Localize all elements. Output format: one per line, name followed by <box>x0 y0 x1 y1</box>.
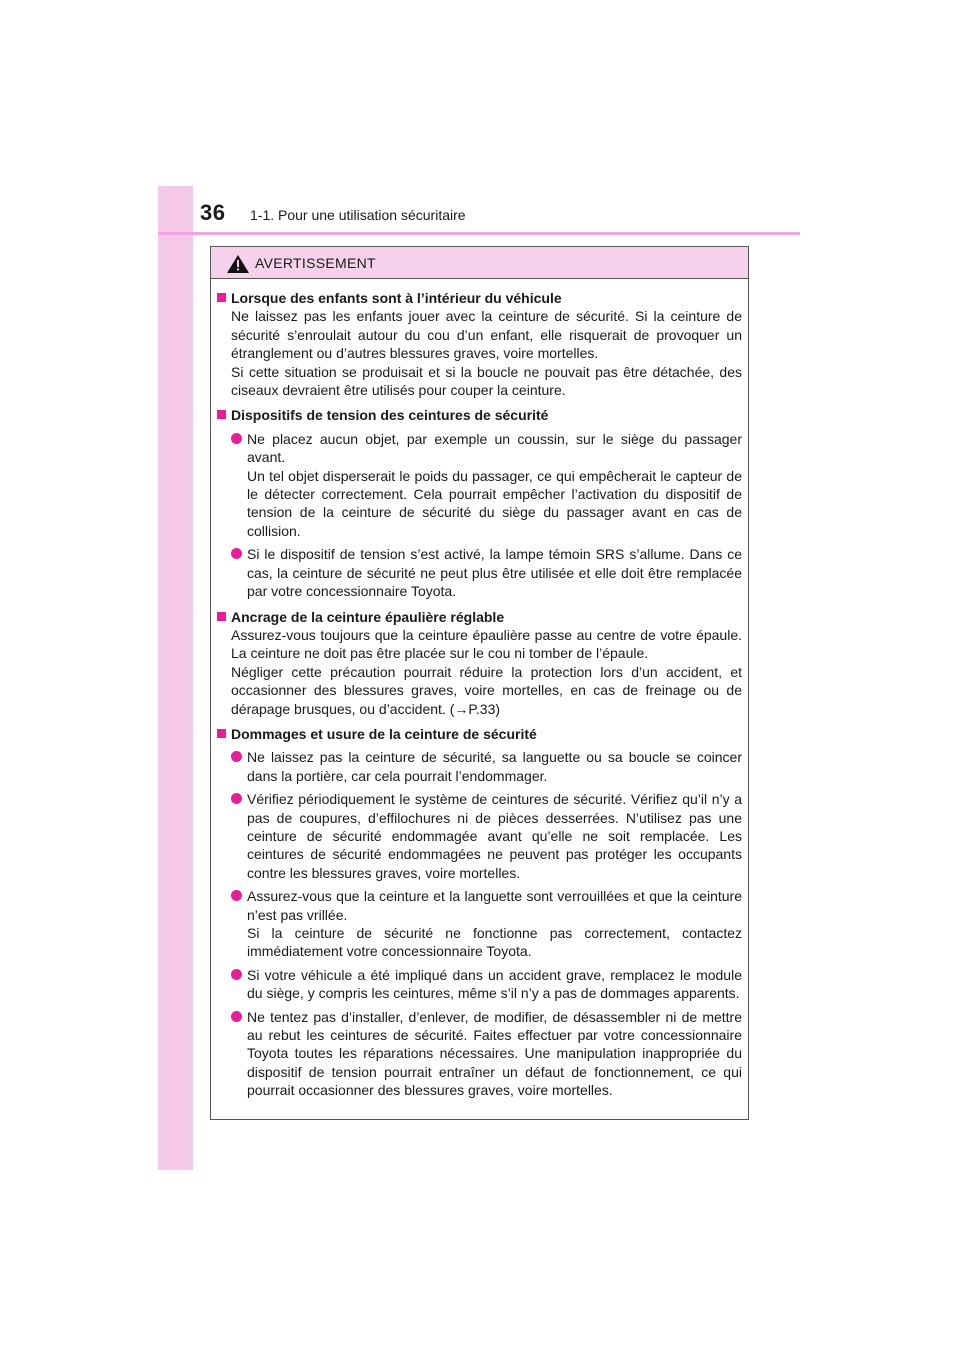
square-bullet-icon <box>217 410 226 419</box>
circle-bullet-icon <box>231 969 242 980</box>
bullet-text: Ne placez aucun objet, par exemple un coussin, sur le siège du passager avant. Un tel objet disperserait le poids du passager, ce qui empêcherait le capteur de le détecter correctement. Cela pourrait empêcher l’activation du dispositif de tension de la ceinture de sécurité du siège du passager avant en cas de collision. <box>247 430 742 539</box>
bullet-text: Vérifiez périodiquement le système de ceintures de sécurité. Vérifiez qu’il n’y a pas de coupures, d’effilochures ni de pièces desserrées. N’utilisez pas une ceinture de sécurité endommagée avant qu’elle ne soit remplacée. Les ceintures de sécurité endommagées ne peuvent pas protéger les occupants contre les blessures graves, voire mortelles. <box>247 791 742 881</box>
square-bullet-icon <box>217 729 226 738</box>
section-paragraph: Ne laissez pas les enfants jouer avec la ceinture de sécurité. Si la ceinture de sécurité s’enroulait autour du cou d’un enfant, elle risquerait de provoquer un étranglement ou d’autres blessures graves, voire mortelles. Si cette situation se produisait et si la boucle ne pouvait pas être détachée, des ciseaux devraient être utilisés pour couper la ceinture. <box>231 308 742 399</box>
warning-section <box>217 406 742 600</box>
circle-bullet-icon <box>231 548 242 559</box>
warning-box <box>210 246 749 1120</box>
circle-bullet-icon <box>231 890 242 901</box>
section-heading-text: Dommages et usure de la ceinture de sécurité <box>231 725 537 742</box>
warning-section <box>217 289 742 399</box>
header-rule <box>158 232 800 235</box>
bullet-item <box>231 545 742 600</box>
bullet-text: Ne laissez pas la ceinture de sécurité, sa languette ou sa boucle se coincer dans la portière, car cela pourrait l’endommager. <box>247 749 742 784</box>
section-heading <box>217 289 742 307</box>
bullet-item <box>231 748 742 785</box>
square-bullet-icon <box>217 612 226 621</box>
section-title: 1-1. Pour une utilisation sécuritaire <box>250 207 466 223</box>
section-heading-text: Lorsque des enfants sont à l’intérieur du véhicule <box>231 290 562 306</box>
bullet-text: Assurez-vous que la ceinture et la languette sont verrouillées et que la ceinture n’est pas vrillée. Si la ceinture de sécurité ne fonctionne pas correctement, contactez immédiatement votre concessionnaire Toyota. <box>247 888 742 960</box>
section-heading-text: Ancrage de la ceinture épaulière réglable <box>231 608 505 625</box>
warning-triangle-icon <box>227 255 249 273</box>
bullet-item <box>231 966 742 1003</box>
bullet-text: Ne tentez pas d’installer, d’enlever, de modifier, de désassembler ni de mettre au rebut les ceintures de sécurité. Faites effectuer par votre concessionnaire Toyota toutes les réparations nécessaires. Une manipulation inappropriée du dispositif de tension pourrait entraîner un défaut de fonctionnement, ce qui pourrait occasionner des blessures graves, voire mortelles. <box>247 1008 742 1099</box>
section-paragraph: Assurez-vous toujours que la ceinture épaulière passe au centre de votre épaule. La ceinture ne doit pas être placée sur le cou ni tomber de l’épaule. Négliger cette précaution pourrait réduire la protection lors d’un accident, et occasionner des blessures graves, voire mortelles, en cas de freinage ou de dérapage brusques, ou d’accident. (→P.33) <box>231 626 742 717</box>
circle-bullet-icon <box>231 433 242 444</box>
bullet-text: Si votre véhicule a été impliqué dans un accident grave, remplacez le module du siège, y compris les ceintures, même s’il n’y a pas de dommages apparents. <box>247 966 742 1002</box>
bullet-text: Si le dispositif de tension s’est activé, la lampe témoin SRS s’allume. Dans ce cas, la ceinture de sécurité ne peut plus être utilisée et elle doit être remplacée par votre concessionnaire Toyota. <box>247 546 742 600</box>
section-heading <box>217 406 742 424</box>
warning-title: AVERTISSEMENT <box>255 255 376 271</box>
side-strip <box>158 186 193 1170</box>
page-number: 36 <box>200 200 226 225</box>
warning-section <box>217 725 742 1100</box>
bullet-item <box>231 790 742 882</box>
square-bullet-icon <box>217 293 226 302</box>
bullet-item <box>231 430 742 540</box>
warning-body <box>211 279 748 1100</box>
warning-section <box>217 608 742 718</box>
warning-header <box>211 247 748 279</box>
bullet-item <box>231 887 742 961</box>
circle-bullet-icon <box>231 751 242 762</box>
section-heading <box>217 725 742 743</box>
circle-bullet-icon <box>231 1011 242 1022</box>
section-heading-text: Dispositifs de tension des ceintures de sécurité <box>231 407 549 424</box>
bullet-item <box>231 1008 742 1100</box>
section-heading <box>217 608 742 626</box>
circle-bullet-icon <box>231 793 242 804</box>
